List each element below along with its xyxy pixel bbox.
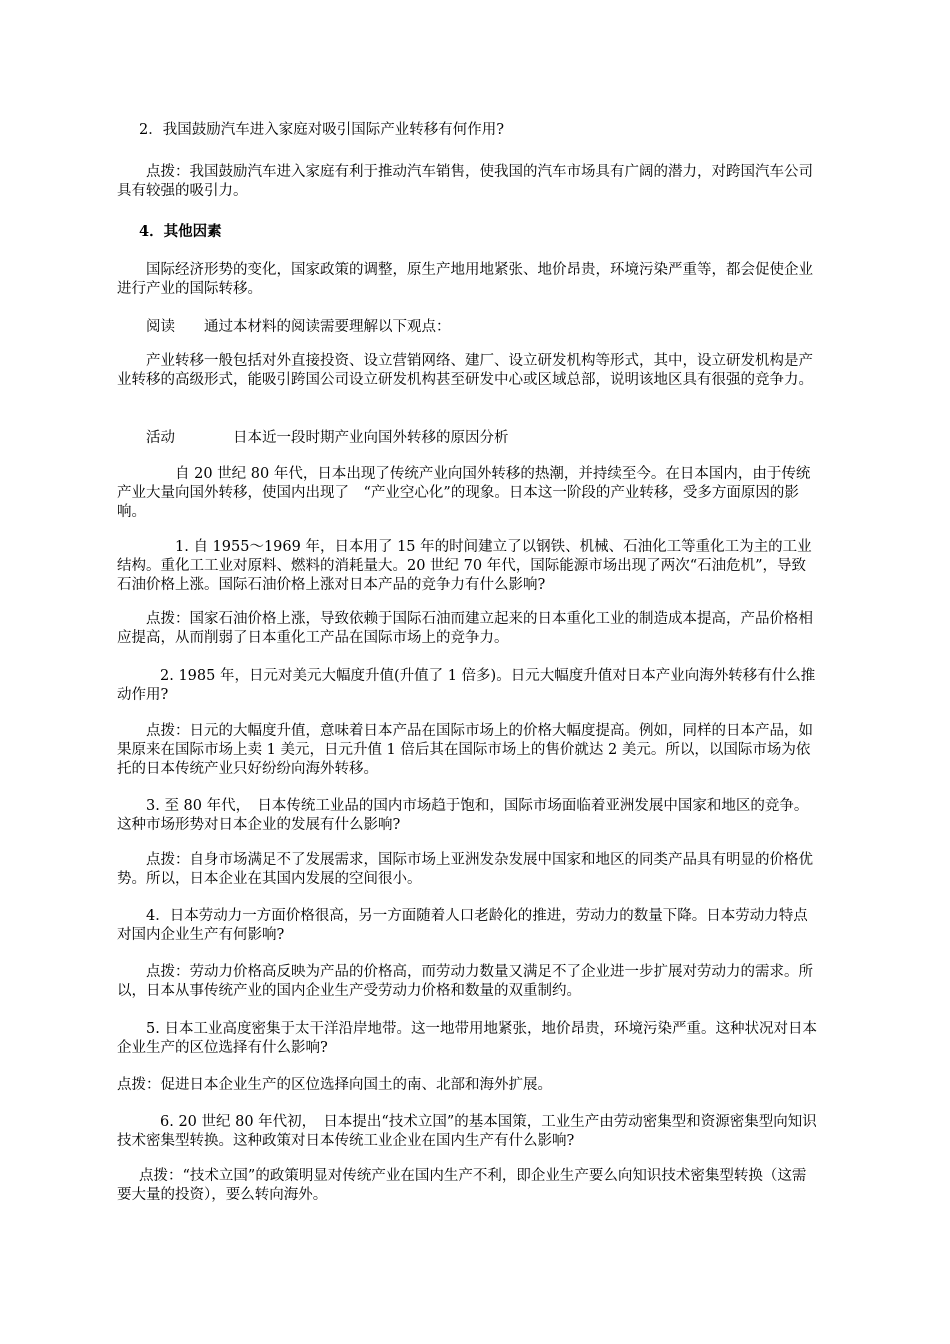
hint-technology: 点拨：“技术立国”的政策明显对传统产业在国内生产不利，即企业生产要么向知识技术密集型转换（这需要大量的投资），要么转向海外。 (117, 1168, 807, 1203)
activity-title: 活动 日本近一段时期产业向国外转移的原因分析 (146, 430, 509, 446)
other-factors-text: 国际经济形势的变化，国家政策的调整，原生产地用地紧张、地价昂贵，环境污染严重等，都会促使企业进行产业的国际转移。 (117, 262, 813, 297)
reading-intro: 阅读 通过本材料的阅读需要理解以下观点： (146, 319, 451, 335)
question-2-cars: 2．我国鼓励汽车进入家庭对吸引国际产业转移有何作用? (139, 122, 504, 138)
hint-location: 点拨：促进日本企业生产的区位选择向国土的南、北部和海外扩展。 (117, 1077, 552, 1093)
question-5-location: 5. 日本工业高度密集于太干洋沿岸地带。这一地带用地紧张，地价昂贵，环境污染严重。这种状况对日本企业生产的区位选择有什么影响? (117, 1021, 817, 1056)
hint-labor: 点拨：劳动力价格高反映为产品的价格高，而劳动力数量又满足不了企业进一步扩展对劳动力的需求。所以，日本从事传统产业的国内企业生产受劳动力价格和数量的双重制约。 (117, 964, 813, 999)
question-4-labor: 4．日本劳动力一方面价格很高，另一方面随着人口老龄化的推进，劳动力的数量下降。日本劳动力特点对国内企业生产有何影响? (117, 908, 808, 943)
section-heading-other-factors: 4．其他因素 (139, 223, 222, 240)
hint-cars: 点拨：我国鼓励汽车进入家庭有利于推动汽车销售，使我国的汽车市场具有广阔的潜力，对跨国汽车公司具有较强的吸引力。 (117, 164, 813, 199)
question-3-market: 3. 至 80 年代， 日本传统工业品的国内市场趋于饱和，国际市场面临着亚洲发展中国家和地区的竞争。这种市场形势对日本企业的发展有什么影响? (117, 798, 809, 833)
hint-yen: 点拨：日元的大幅度升值，意味着日本产品在国际市场上的价格大幅度提高。例如，同样的日本产品，如果原来在国际市场上卖 1 美元，日元升值 1 倍后其在国际市场上的售价就达 2 美元。所以，以国际市场为依托的日本传统产业只好纷纷向海外转移。 (117, 723, 813, 777)
question-1-oil: 1. 自 1955～1969 年，日本用了 15 年的时间建立了以钢铁、机械、石油化工等重化工为主的工业结构。重化工工业对原料、燃料的消耗量大。20 世纪 70 年代，国际能源市场出现了两次“石油危机”，导致石油价格上涨。国际石油价格上涨对日本产品的竞争力有什么影响? (117, 539, 812, 593)
hint-market: 点拨：自身市场满足不了发展需求，国际市场上亚洲发杂发展中国家和地区的同类产品具有明显的价格优势。所以，日本企业在其国内发展的空间很小。 (117, 852, 813, 887)
activity-intro: 自 20 世纪 80 年代，日本出现了传统产业向国外转移的热潮，并持续至今。在日本国内，由于传统产业大量向国外转移，使国内出现了 “产业空心化”的现象。日本这一阶段的产业转移，受多方面原因的影响。 (117, 466, 811, 520)
reading-text: 产业转移一般包括对外直接投资、设立营销网络、建厂、设立研发机构等形式，其中，设立研发机构是产业转移的高级形式，能吸引跨国公司设立研发机构甚至研发中心或区域总部，说明该地区具有很强的竞争力。 (117, 353, 813, 388)
question-6-technology: 6. 20 世纪 80 年代初， 日本提出“技术立国”的基本国策，工业生产由劳动密集型和资源密集型向知识技术密集型转换。这种政策对日本传统工业企业在国内生产有什么影响? (117, 1114, 817, 1149)
question-2-yen: 2. 1985 年，日元对美元大幅度升值(升值了 1 倍多)。日元大幅度升值对日本产业向海外转移有什么推动作用? (117, 668, 816, 703)
hint-oil: 点拨：国家石油价格上涨，导致依赖于国际石油而建立起来的日本重化工业的制造成本提高，产品价格相应提高，从而削弱了日本重化工产品在国际市场上的竞争力。 (117, 611, 813, 646)
